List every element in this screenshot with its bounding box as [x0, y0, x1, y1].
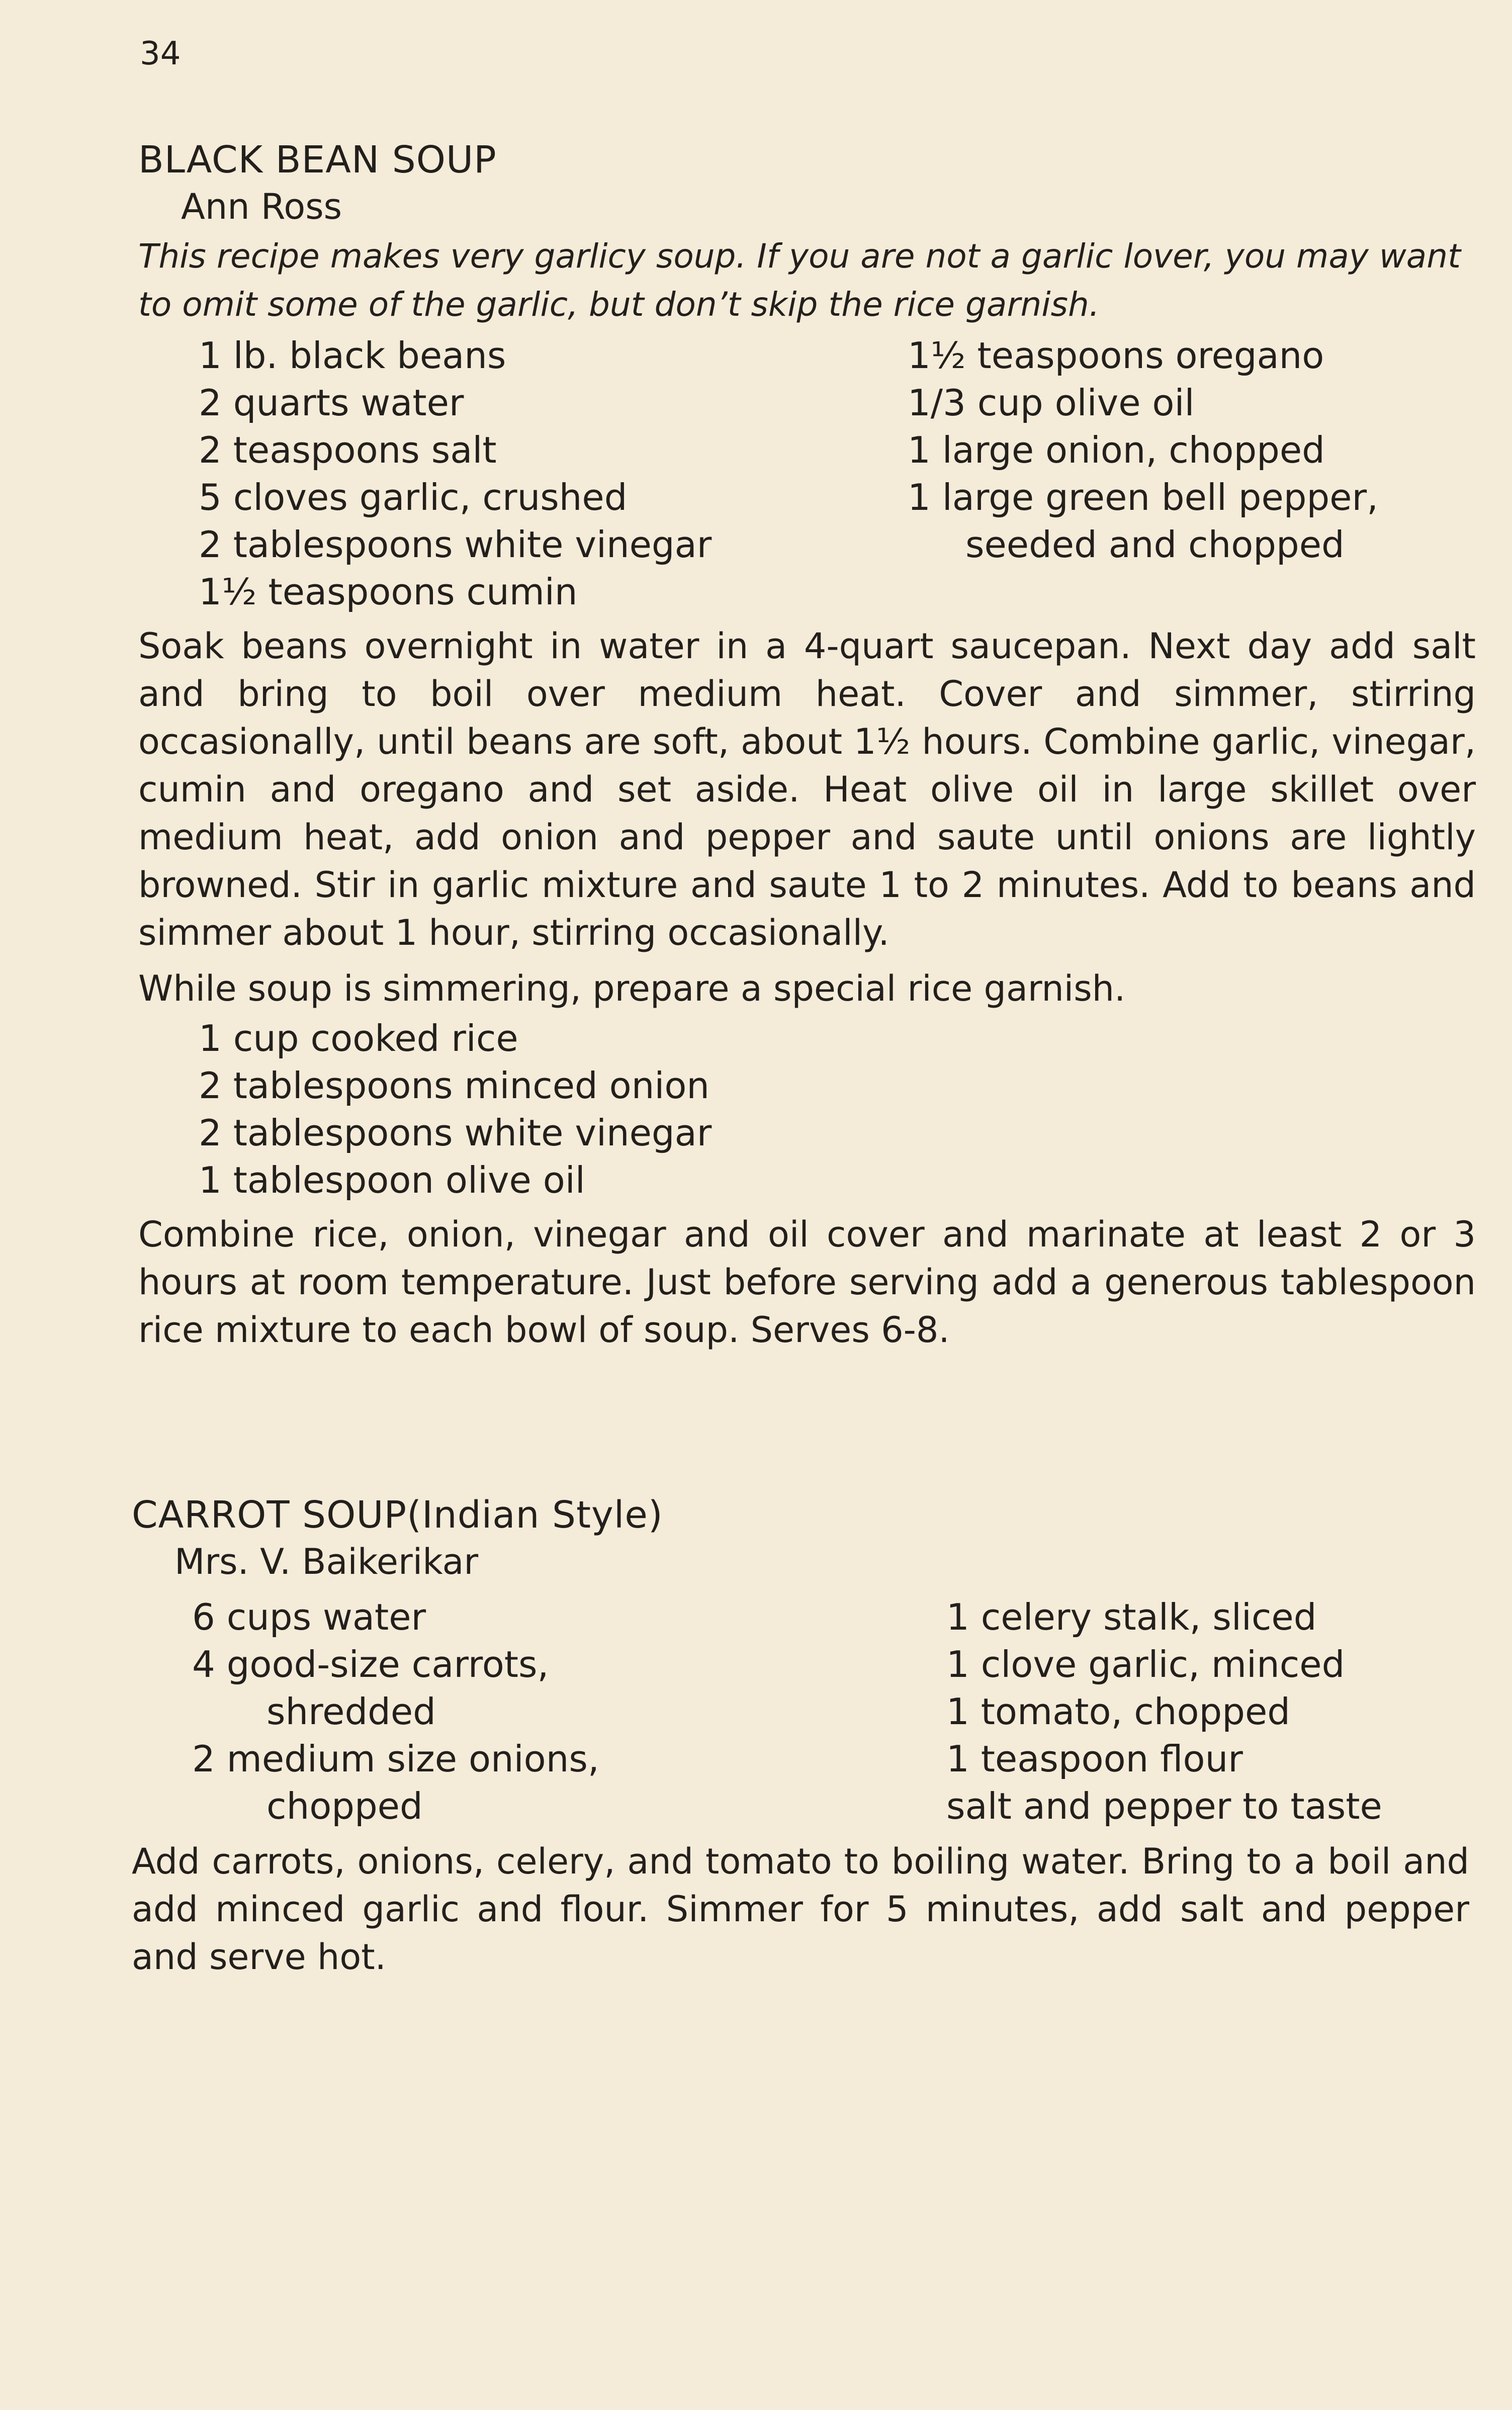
- recipe-method: Add carrots, onions, celery, and tomato to boiling water. Bring to a boil and add minced garlic and flour. Simmer for 5 minutes, add salt and pepper and serve hot.: [132, 1841, 1469, 1978]
- ingredient: 1 teaspoon flour: [946, 1738, 1243, 1780]
- ingredient: 2 tablespoons minced onion: [199, 1064, 710, 1107]
- recipe-intro: This recipe makes very garlicy soup. If you are not a garlic lover, you may want to omit some of the garlic, but don’t skip the rice garnish.: [138, 237, 1461, 324]
- recipe-title: BLACK BEAN SOUP: [138, 138, 497, 182]
- ingredient: 1½ teaspoons oregano: [908, 334, 1324, 377]
- recipe-author: Ann Ross: [181, 186, 342, 227]
- ingredient: 1 clove garlic, minced: [946, 1643, 1345, 1685]
- ingredient: 1 cup cooked rice: [199, 1017, 518, 1059]
- ingredients: [132, 1593, 1469, 1830]
- ingredient-continuation: shredded: [266, 1690, 436, 1733]
- ingredient-continuation: seeded and chopped: [965, 523, 1345, 566]
- ingredient: 1 large green bell pepper,: [908, 476, 1378, 518]
- ingredient: 6 cups water: [192, 1596, 426, 1638]
- garnish-ingredients: [138, 1015, 1476, 1204]
- ingredient: 1 lb. black beans: [199, 334, 506, 377]
- recipe-black-bean-soup: [138, 136, 1476, 1354]
- ingredient: 1 celery stalk, sliced: [946, 1596, 1317, 1638]
- ingredient: 2 medium size onions,: [192, 1738, 599, 1780]
- recipe-title: CARROT SOUP(Indian Style): [132, 1493, 663, 1537]
- ingredient: 1½ teaspoons cumin: [199, 571, 578, 613]
- ingredients-right-column: [946, 1593, 1469, 1830]
- ingredient: 2 teaspoons salt: [199, 429, 497, 471]
- ingredients: [138, 332, 1476, 615]
- ingredient: salt and pepper to taste: [946, 1785, 1382, 1827]
- ingredient: 2 tablespoons white vinegar: [199, 1112, 712, 1154]
- ingredient: 2 tablespoons white vinegar: [199, 523, 712, 566]
- ingredient: 5 cloves garlic, crushed: [199, 476, 628, 518]
- ingredients-right-column: [908, 332, 1476, 615]
- ingredients-left-column: [138, 332, 908, 615]
- ingredient: 4 good-size carrots,: [192, 1643, 549, 1685]
- ingredient: 1/3 cup olive oil: [908, 382, 1195, 424]
- garnish-intro: While soup is simmering, prepare a special rice garnish.: [138, 968, 1126, 1009]
- recipe-author: Mrs. V. Baikerikar: [174, 1541, 479, 1582]
- page-number: 34: [140, 35, 181, 72]
- ingredient: 1 tomato, chopped: [946, 1690, 1290, 1733]
- ingredients-left-column: [132, 1593, 946, 1830]
- ingredient: 1 tablespoon olive oil: [199, 1159, 585, 1201]
- recipe-method: Soak beans overnight in water in a 4-quart saucepan. Next day add salt and bring to boil over medium heat. Cover and simmer, stirring occasionally, until beans are soft, about 1½ hours. Combine garlic, vinegar, cumin and oregano and set aside. Heat olive oil in large skillet over medium heat, add onion and pepper and saute until onions are lightly browned. Stir in garlic mixture and saute 1 to 2 minutes. Add to beans and simmer about 1 hour, stirring occasionally.: [138, 626, 1476, 953]
- ingredient: 1 large onion, chopped: [908, 429, 1325, 471]
- ingredient: 2 quarts water: [199, 382, 464, 424]
- ingredient-continuation: chopped: [266, 1785, 423, 1827]
- garnish-method: Combine rice, onion, vinegar and oil cover and marinate at least 2 or 3 hours at room temperature. Just before serving add a generous tablespoon rice mixture to each bowl of soup. Serves 6-8.: [138, 1214, 1476, 1351]
- recipe-carrot-soup: [132, 1491, 1469, 1981]
